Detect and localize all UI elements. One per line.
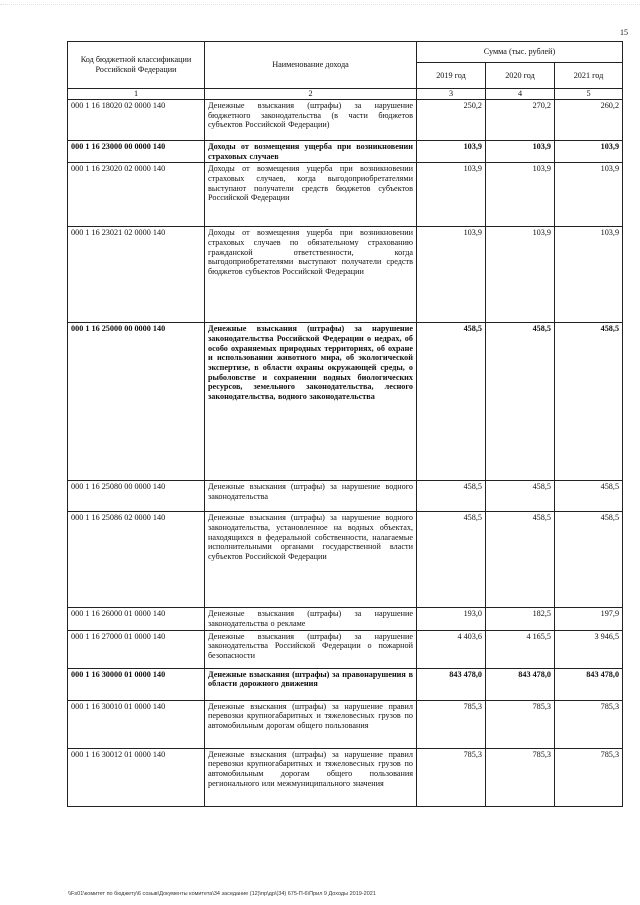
table-row <box>68 630 623 668</box>
amount-2021-cell: 458,5 <box>555 512 623 608</box>
budget-code-cell: 000 1 16 23021 02 0000 140 <box>68 227 205 323</box>
amount-2020-cell: 103,9 <box>486 163 555 227</box>
amount-2019-cell: 103,9 <box>417 227 486 323</box>
header-year-2021: 2021 год <box>555 63 623 89</box>
amount-2021-cell: 785,3 <box>555 700 623 748</box>
budget-code-cell: 000 1 16 30000 01 0000 140 <box>68 668 205 700</box>
amount-2020-cell: 785,3 <box>486 748 555 806</box>
budget-code-cell: 000 1 16 30010 01 0000 140 <box>68 700 205 748</box>
table-body <box>68 100 623 807</box>
revenue-name-cell: Доходы от возмещения ущерба при возникновении страховых случаев по обязательному страхованию гражданской ответственности, когда выгодоприобретателями выступают получатели средств бюджетов субъектов Российской Федерации <box>205 227 417 323</box>
col-number-5: 5 <box>555 89 623 100</box>
amount-2019-cell: 458,5 <box>417 512 486 608</box>
revenue-name-cell: Денежные взыскания (штрафы) за нарушение водного законодательства <box>205 481 417 512</box>
amount-2021-cell: 785,3 <box>555 748 623 806</box>
amount-2020-cell: 458,5 <box>486 512 555 608</box>
table-row <box>68 608 623 630</box>
col-number-3: 3 <box>417 89 486 100</box>
col-number-1: 1 <box>68 89 205 100</box>
header-name: Наименование дохода <box>205 42 417 89</box>
table-row <box>68 668 623 700</box>
amount-2020-cell: 458,5 <box>486 481 555 512</box>
amount-2019-cell: 785,3 <box>417 748 486 806</box>
revenue-name-cell: Денежные взыскания (штрафы) за нарушение законодательства о рекламе <box>205 608 417 630</box>
revenue-name-cell: Денежные взыскания (штрафы) за правонарушения в области дорожного движения <box>205 668 417 700</box>
amount-2020-cell: 4 165,5 <box>486 630 555 668</box>
amount-2021-cell: 197,9 <box>555 608 623 630</box>
amount-2020-cell: 270,2 <box>486 100 555 141</box>
amount-2021-cell: 103,9 <box>555 141 623 163</box>
budget-revenue-table <box>67 41 623 807</box>
amount-2019-cell: 103,9 <box>417 141 486 163</box>
amount-2019-cell: 103,9 <box>417 163 486 227</box>
revenue-name-cell: Денежные взыскания (штрафы) за нарушение правил перевозки крупногабаритных и тяжеловесных грузов по автомобильным дорогам общего пользования регионального или межмуниципального значения <box>205 748 417 806</box>
header-year-2019: 2019 год <box>417 63 486 89</box>
header-code: Код бюджетной классификации Российской Федерации <box>68 42 205 89</box>
revenue-name-cell: Доходы от возмещения ущерба при возникновении страховых случаев <box>205 141 417 163</box>
col-number-2: 2 <box>205 89 417 100</box>
table-row <box>68 163 623 227</box>
page-number: 15 <box>620 28 628 37</box>
revenue-name-cell: Денежные взыскания (штрафы) за нарушение водного законодательства, установленное на водных объектах, находящихся в федеральной собственности, налагаемые исполнительными органами государственной власти субъектов Российской Федерации <box>205 512 417 608</box>
revenue-name-cell: Денежные взыскания (штрафы) за нарушение бюджетного законодательства (в части бюджетов субъектов Российской Федерации) <box>205 100 417 141</box>
amount-2021-cell: 103,9 <box>555 163 623 227</box>
header-sum: Сумма (тыс. рублей) <box>417 42 623 63</box>
amount-2021-cell: 260,2 <box>555 100 623 141</box>
amount-2020-cell: 103,9 <box>486 227 555 323</box>
budget-code-cell: 000 1 16 23000 00 0000 140 <box>68 141 205 163</box>
revenue-name-cell: Денежные взыскания (штрафы) за нарушение законодательства Российской Федерации о пожарной безопасности <box>205 630 417 668</box>
budget-code-cell: 000 1 16 25000 00 0000 140 <box>68 323 205 481</box>
table-row <box>68 227 623 323</box>
amount-2021-cell: 3 946,5 <box>555 630 623 668</box>
amount-2021-cell: 103,9 <box>555 227 623 323</box>
amount-2021-cell: 458,5 <box>555 323 623 481</box>
table-row <box>68 141 623 163</box>
budget-code-cell: 000 1 16 25080 00 0000 140 <box>68 481 205 512</box>
revenue-name-cell: Денежные взыскания (штрафы) за нарушение правил перевозки крупногабаритных и тяжеловесных грузов по автомобильным дорогам общего пользования <box>205 700 417 748</box>
header-year-2020: 2020 год <box>486 63 555 89</box>
amount-2020-cell: 103,9 <box>486 141 555 163</box>
budget-code-cell: 000 1 16 18020 02 0000 140 <box>68 100 205 141</box>
table-header <box>68 42 623 100</box>
amount-2021-cell: 843 478,0 <box>555 668 623 700</box>
revenue-name-cell: Денежные взыскания (штрафы) за нарушение законодательства Российской Федерации о недрах, об особо охраняемых природных территориях, об охране и использовании животного мира, об экологической экспертизе, в области охраны окружающей среды, о рыболовстве и сохранении водных биологических ресурсов, земельного законодательства, лесного законодательства, водного законодательства <box>205 323 417 481</box>
scan-artifact-line <box>0 4 640 11</box>
file-path-footer: \\Fs01\комитет по бюджету\6 созыв\Документы комитета\34 заседание (12)\пр\др\(34) 675-П-6\Прил 9 Доходы 2019-2021 <box>68 891 376 897</box>
amount-2020-cell: 843 478,0 <box>486 668 555 700</box>
table-row <box>68 512 623 608</box>
budget-code-cell: 000 1 16 25086 02 0000 140 <box>68 512 205 608</box>
amount-2019-cell: 193,0 <box>417 608 486 630</box>
amount-2020-cell: 458,5 <box>486 323 555 481</box>
revenue-name-cell: Доходы от возмещения ущерба при возникновении страховых случаев, когда выгодоприобретателями выступают получатели средств бюджетов субъектов Российской Федерации <box>205 163 417 227</box>
amount-2020-cell: 182,5 <box>486 608 555 630</box>
budget-code-cell: 000 1 16 26000 01 0000 140 <box>68 608 205 630</box>
table-row <box>68 481 623 512</box>
table-row <box>68 323 623 481</box>
table-row <box>68 100 623 141</box>
budget-code-cell: 000 1 16 30012 01 0000 140 <box>68 748 205 806</box>
amount-2019-cell: 250,2 <box>417 100 486 141</box>
amount-2019-cell: 4 403,6 <box>417 630 486 668</box>
table-row <box>68 748 623 806</box>
amount-2021-cell: 458,5 <box>555 481 623 512</box>
col-number-4: 4 <box>486 89 555 100</box>
amount-2019-cell: 458,5 <box>417 323 486 481</box>
amount-2019-cell: 458,5 <box>417 481 486 512</box>
amount-2019-cell: 785,3 <box>417 700 486 748</box>
amount-2019-cell: 843 478,0 <box>417 668 486 700</box>
budget-code-cell: 000 1 16 23020 02 0000 140 <box>68 163 205 227</box>
budget-code-cell: 000 1 16 27000 01 0000 140 <box>68 630 205 668</box>
amount-2020-cell: 785,3 <box>486 700 555 748</box>
table-row <box>68 700 623 748</box>
column-numbers-row <box>68 89 623 100</box>
